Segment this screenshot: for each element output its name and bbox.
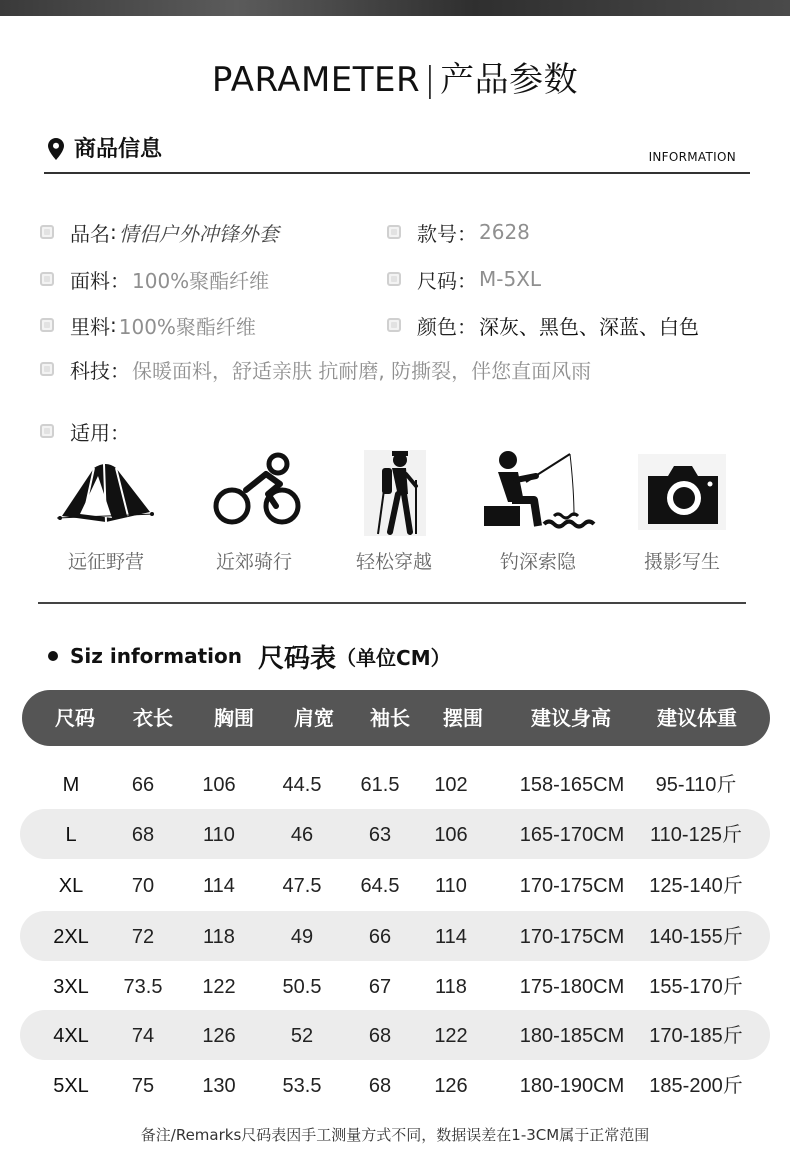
param-colon: ： — [110, 358, 130, 383]
table-cell: 102 — [434, 774, 468, 796]
param-colon: ： — [457, 268, 477, 293]
table-header-cell: 袖长 — [370, 706, 410, 730]
table-cell: 44.5 — [282, 774, 322, 796]
table-cell: 68 — [131, 824, 155, 846]
table-cell: 118 — [203, 926, 235, 948]
param-value: 100%聚酯纤维 — [132, 268, 270, 293]
param-colon: : — [110, 220, 117, 244]
size-table-header — [22, 690, 770, 746]
param-label: 里料 — [70, 314, 110, 339]
param-lining — [40, 311, 256, 339]
checkbox-icon — [40, 362, 54, 376]
page-title — [0, 52, 790, 101]
scene-fishing — [478, 450, 598, 580]
param-colon: ： — [110, 420, 130, 445]
table-cell-size: 3XL — [53, 976, 89, 998]
param-color — [387, 311, 699, 339]
table-cell: 185-200斤 — [649, 1075, 743, 1097]
table-cell: 49 — [290, 926, 314, 948]
table-cell: 50.5 — [282, 976, 322, 998]
table-cell: 170-175CM — [519, 875, 625, 897]
table-cell-size: 2XL — [53, 926, 89, 948]
scene-cycling — [194, 450, 314, 580]
table-cell: 110 — [435, 875, 467, 897]
page-title-cn: 产品参数 — [440, 60, 579, 100]
table-cell: 155-170斤 — [649, 976, 743, 998]
table-cell: 125-140斤 — [649, 875, 743, 897]
scene-photography — [622, 450, 742, 580]
table-cell: 61.5 — [360, 774, 400, 796]
param-tech — [40, 355, 591, 383]
table-cell: 130 — [202, 1075, 236, 1097]
size-heading-cn: 尺码表 — [258, 643, 337, 674]
checkbox-icon — [40, 272, 54, 286]
table-cell: 180-190CM — [519, 1075, 625, 1097]
size-heading-unit: （单位CM） — [336, 645, 451, 670]
checkbox-icon — [387, 225, 401, 239]
checkbox-icon — [40, 225, 54, 239]
param-value: 情侣户外冲锋外套 — [118, 221, 279, 246]
table-cell-size: M — [62, 774, 80, 796]
bullet-icon — [48, 651, 58, 661]
table-cell: 67 — [368, 976, 392, 998]
param-fabric — [40, 265, 269, 293]
param-value: 100%聚酯纤维 — [118, 314, 256, 339]
table-cell: 66 — [368, 926, 392, 948]
param-name — [40, 218, 279, 246]
table-cell: 158-165CM — [519, 774, 625, 796]
fishing-icon — [478, 450, 602, 536]
param-colon: : — [110, 313, 117, 337]
table-cell-size: XL — [58, 875, 84, 897]
checkbox-icon — [40, 318, 54, 332]
table-cell: 74 — [131, 1025, 155, 1047]
table-cell: 95-110斤 — [655, 774, 737, 796]
table-cell: 180-185CM — [519, 1025, 625, 1047]
param-label: 适用 — [70, 420, 110, 445]
param-value: 2628 — [479, 220, 530, 244]
param-colon: ： — [110, 268, 130, 293]
table-cell: 110 — [203, 824, 235, 846]
table-cell: 122 — [202, 976, 236, 998]
location-pin-icon — [48, 138, 64, 160]
scene-label: 远征野营 — [67, 551, 144, 573]
table-cell-size: L — [65, 824, 77, 846]
scene-hiking — [334, 450, 454, 580]
hiker-icon — [342, 450, 446, 536]
top-banner-strip — [0, 0, 790, 16]
table-cell: 106 — [202, 774, 236, 796]
tent-icon — [54, 450, 158, 530]
param-usage — [40, 417, 132, 445]
param-value: M-5XL — [479, 267, 542, 291]
table-cell: 52 — [290, 1025, 314, 1047]
size-heading-en: Siz information — [70, 644, 242, 668]
param-size — [387, 265, 541, 293]
table-cell: 122 — [434, 1025, 468, 1047]
param-label: 品名 — [70, 221, 110, 246]
table-cell: 118 — [435, 976, 467, 998]
table-cell-size: 4XL — [53, 1025, 89, 1047]
checkbox-icon — [387, 318, 401, 332]
scene-label: 轻松穿越 — [355, 551, 432, 573]
table-cell: 140-155斤 — [649, 926, 743, 948]
table-cell: 47.5 — [282, 875, 322, 897]
param-colon: ： — [457, 221, 477, 246]
table-cell: 114 — [203, 875, 235, 897]
table-cell: 64.5 — [360, 875, 400, 897]
table-cell: 170-175CM — [519, 926, 625, 948]
table-cell: 68 — [368, 1075, 392, 1097]
table-header-cell: 肩宽 — [294, 706, 334, 730]
scene-label: 近郊骑行 — [215, 551, 292, 573]
camera-icon — [634, 450, 730, 532]
checkbox-icon — [387, 272, 401, 286]
page-title-separator: | — [424, 60, 437, 100]
page-title-en: PARAMETER — [211, 60, 421, 100]
table-cell-size: 5XL — [53, 1075, 89, 1097]
param-style-no — [387, 218, 530, 246]
param-value: 保暖面料，舒适亲肤 抗耐磨, 防撕裂，伴您直面风雨 — [132, 358, 592, 383]
table-header-cell: 胸围 — [214, 706, 254, 730]
table-cell: 70 — [131, 875, 155, 897]
table-cell: 63 — [368, 824, 392, 846]
table-cell: 175-180CM — [519, 976, 625, 998]
table-header-cell: 建议身高 — [531, 706, 611, 730]
param-label: 面料 — [70, 268, 110, 293]
table-cell: 170-185斤 — [649, 1025, 743, 1047]
table-header-cell: 建议体重 — [657, 706, 737, 730]
table-cell: 73.5 — [123, 976, 163, 998]
info-section-title: 商品信息 — [74, 137, 163, 162]
section-divider — [38, 602, 746, 604]
table-cell: 46 — [290, 824, 314, 846]
param-value: 深灰、黑色、深蓝、白色 — [479, 314, 699, 339]
param-label: 款号 — [417, 221, 457, 246]
table-cell: 75 — [131, 1075, 155, 1097]
table-header-cell: 尺码 — [55, 706, 95, 730]
table-cell: 126 — [434, 1075, 468, 1097]
remarks-note: 备注/Remarks尺码表因手工测量方式不同，数据误差在1-3CM属于正常范围 — [140, 1126, 650, 1144]
cyclist-icon — [202, 450, 306, 530]
param-label: 颜色 — [417, 314, 457, 339]
table-cell: 72 — [131, 926, 155, 948]
table-cell: 110-125斤 — [650, 824, 742, 846]
scene-label: 摄影写生 — [643, 551, 720, 573]
table-cell: 114 — [435, 926, 467, 948]
scene-label: 钓深索隐 — [499, 551, 576, 573]
table-cell: 165-170CM — [519, 824, 625, 846]
table-cell: 106 — [434, 824, 468, 846]
table-cell: 68 — [368, 1025, 392, 1047]
table-header-cell: 摆围 — [443, 706, 483, 730]
info-section-en: INFORMATION — [648, 150, 736, 164]
table-cell: 66 — [131, 774, 155, 796]
param-label: 尺码 — [417, 268, 457, 293]
size-section-heading — [48, 636, 451, 676]
info-section-header — [44, 126, 750, 174]
table-cell: 53.5 — [282, 1075, 322, 1097]
param-colon: ： — [457, 314, 477, 339]
param-label: 科技 — [70, 358, 110, 383]
table-cell: 126 — [202, 1025, 236, 1047]
scene-camping — [46, 450, 166, 580]
checkbox-icon — [40, 424, 54, 438]
table-header-cell: 衣长 — [133, 706, 173, 730]
